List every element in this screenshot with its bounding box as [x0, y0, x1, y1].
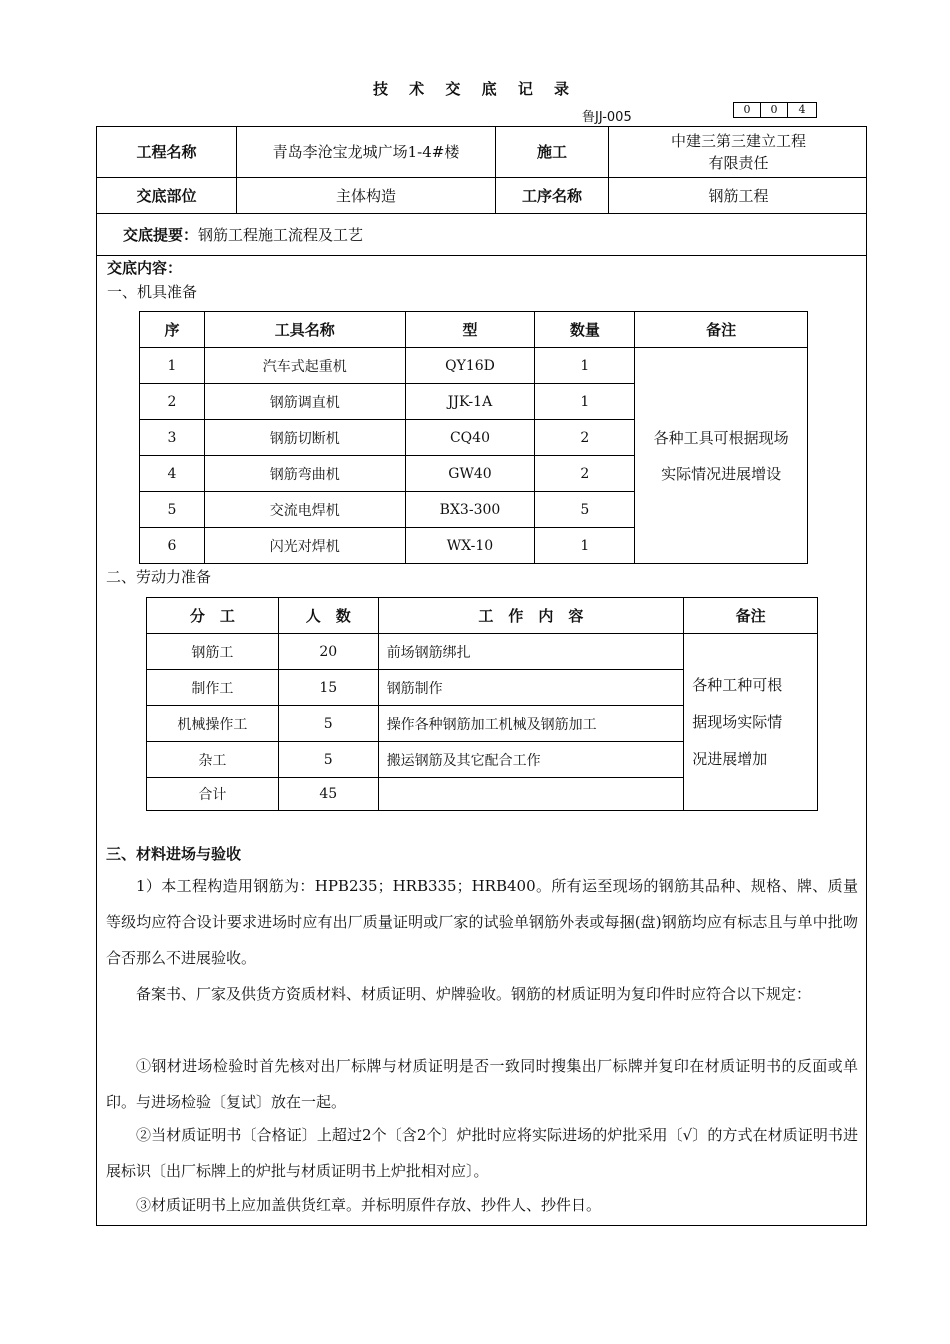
table-cell: 汽车式起重机 — [204, 348, 405, 384]
table-header: 人 数 — [278, 598, 378, 634]
table-cell: 1 — [535, 528, 635, 564]
paragraph: 备案书、厂家及供货方资质材料、材质证明、炉牌验收。钢筋的材质证明为复印件时应符合以下规定： — [136, 985, 812, 1003]
tools-remark-line: 实际情况进展增设 — [661, 464, 782, 483]
construction-value-line: 中建三第三建立工程 — [670, 132, 806, 150]
table-header: 型 — [405, 312, 535, 348]
table-header: 分 工 — [147, 598, 279, 634]
construction-value-line: 有限责任 — [708, 154, 769, 172]
section-title: 二、劳动力准备 — [106, 568, 212, 586]
table-cell: WX-10 — [405, 528, 535, 564]
table-cell: GW40 — [405, 456, 535, 492]
process-name-label: 工序名称 — [521, 186, 582, 205]
handover-part-value: 主体构造 — [335, 186, 396, 205]
labor-remark-line: 据现场实际情 — [692, 712, 783, 731]
labor-remark — [684, 634, 818, 811]
tools-remark-line: 各种工具可根据现场 — [653, 428, 789, 447]
table-cell: JJK-1A — [405, 384, 535, 420]
table-cell: 交流电焊机 — [204, 492, 405, 528]
tools-table — [139, 311, 808, 564]
table-header: 工 作 内 容 — [378, 598, 684, 634]
construction-label: 施工 — [536, 143, 567, 161]
table-cell: 15 — [278, 670, 378, 706]
project-name-label: 工程名称 — [136, 143, 197, 161]
table-cell: 5 — [278, 742, 378, 778]
paragraph: ②当材质证明书〔合格证〕上超过2个〔含2个〕炉批时应将实际进场的炉批采用〔√〕的方式在材质证明书进展标识〔出厂标牌上的炉批与材质证明书上炉批相对应〕。 — [106, 1126, 858, 1180]
table-cell: 4 — [140, 456, 205, 492]
table-cell: 1 — [535, 384, 635, 420]
section-title: 一、机具准备 — [107, 283, 198, 301]
table-cell: 钢筋工 — [147, 634, 279, 670]
divider — [97, 255, 866, 256]
content-label: 交底内容： — [107, 259, 183, 277]
project-name-value: 青岛李沧宝龙城广场1-4#楼 — [272, 143, 460, 161]
table-cell: 合计 — [147, 778, 279, 811]
table-header: 序 — [140, 312, 205, 348]
construction-value — [609, 127, 868, 177]
table-cell: 杂工 — [147, 742, 279, 778]
table-cell: 20 — [278, 634, 378, 670]
table-row — [140, 348, 808, 384]
table-cell: 45 — [278, 778, 378, 811]
summary-value: 钢筋工程施工流程及工艺 — [198, 226, 364, 244]
table-cell: 1 — [535, 348, 635, 384]
handover-part-label: 交底部位 — [136, 186, 197, 205]
table-cell: 钢筋调直机 — [204, 384, 405, 420]
table-header: 工具名称 — [204, 312, 405, 348]
paragraph: ③材质证明书上应加盖供货红章。并标明原件存放、抄件人、抄件日。 — [136, 1196, 602, 1214]
table-cell: 机械操作工 — [147, 706, 279, 742]
table-cell: 钢筋弯曲机 — [204, 456, 405, 492]
table-cell: 6 — [140, 528, 205, 564]
table-header: 备注 — [684, 598, 818, 634]
table-cell — [378, 778, 684, 811]
table-cell: 2 — [140, 384, 205, 420]
table-cell: 钢筋切断机 — [204, 420, 405, 456]
table-cell: 5 — [140, 492, 205, 528]
table-cell: 钢筋制作 — [378, 670, 684, 706]
table-cell: 2 — [535, 420, 635, 456]
table-row — [147, 634, 818, 670]
summary-row — [123, 224, 363, 245]
tools-remark — [635, 348, 808, 564]
table-cell: 制作工 — [147, 670, 279, 706]
summary-label: 交底提要： — [123, 226, 199, 244]
document-number-digit: 4 — [798, 103, 806, 116]
document-number-digit: 0 — [734, 103, 761, 117]
paragraph: ①钢材进场检验时首先核对出厂标牌与材质证明是否一致同时搜集出厂标牌并复印在材质证明书的反面或单印。与进场检验〔复试〕放在一起。 — [106, 1057, 858, 1111]
table-cell: 3 — [140, 420, 205, 456]
document-code: 鲁JJ-005 — [582, 110, 632, 125]
table-cell: 5 — [278, 706, 378, 742]
document-number-digit: 0 — [761, 103, 788, 117]
document-title: 技 术 交 底 记 录 — [372, 80, 578, 98]
section-title: 三、材料进场与验收 — [106, 845, 242, 863]
table-cell: 操作各种钢筋加工机械及钢筋加工 — [378, 706, 684, 742]
table-cell: BX3-300 — [405, 492, 535, 528]
table-cell: 闪光对焊机 — [204, 528, 405, 564]
process-name-value: 钢筋工程 — [708, 186, 769, 205]
table-cell: QY16D — [405, 348, 535, 384]
paragraph: 1）本工程构造用钢筋为：HPB235；HRB335；HRB400。所有运至现场的钢筋其品种、规格、牌、质量等级均应符合设计要求进场时应有出厂质量证明或厂家的试验单钢筋外表或每捆(盘)钢筋均应有标志且与单中批吻合否那么不进展验收。 — [106, 877, 858, 967]
labor-remark-line: 况进展增加 — [692, 749, 768, 768]
labor-remark-line: 各种工种可根 — [692, 675, 783, 694]
document-number-box — [733, 102, 817, 118]
table-cell: CQ40 — [405, 420, 535, 456]
table-cell: 1 — [140, 348, 205, 384]
table-cell: 2 — [535, 456, 635, 492]
divider — [97, 213, 866, 214]
table-header: 数量 — [535, 312, 635, 348]
table-cell: 搬运钢筋及其它配合工作 — [378, 742, 684, 778]
labor-table — [146, 597, 818, 811]
table-header: 备注 — [635, 312, 808, 348]
table-cell: 前场钢筋绑扎 — [378, 634, 684, 670]
table-cell: 5 — [535, 492, 635, 528]
